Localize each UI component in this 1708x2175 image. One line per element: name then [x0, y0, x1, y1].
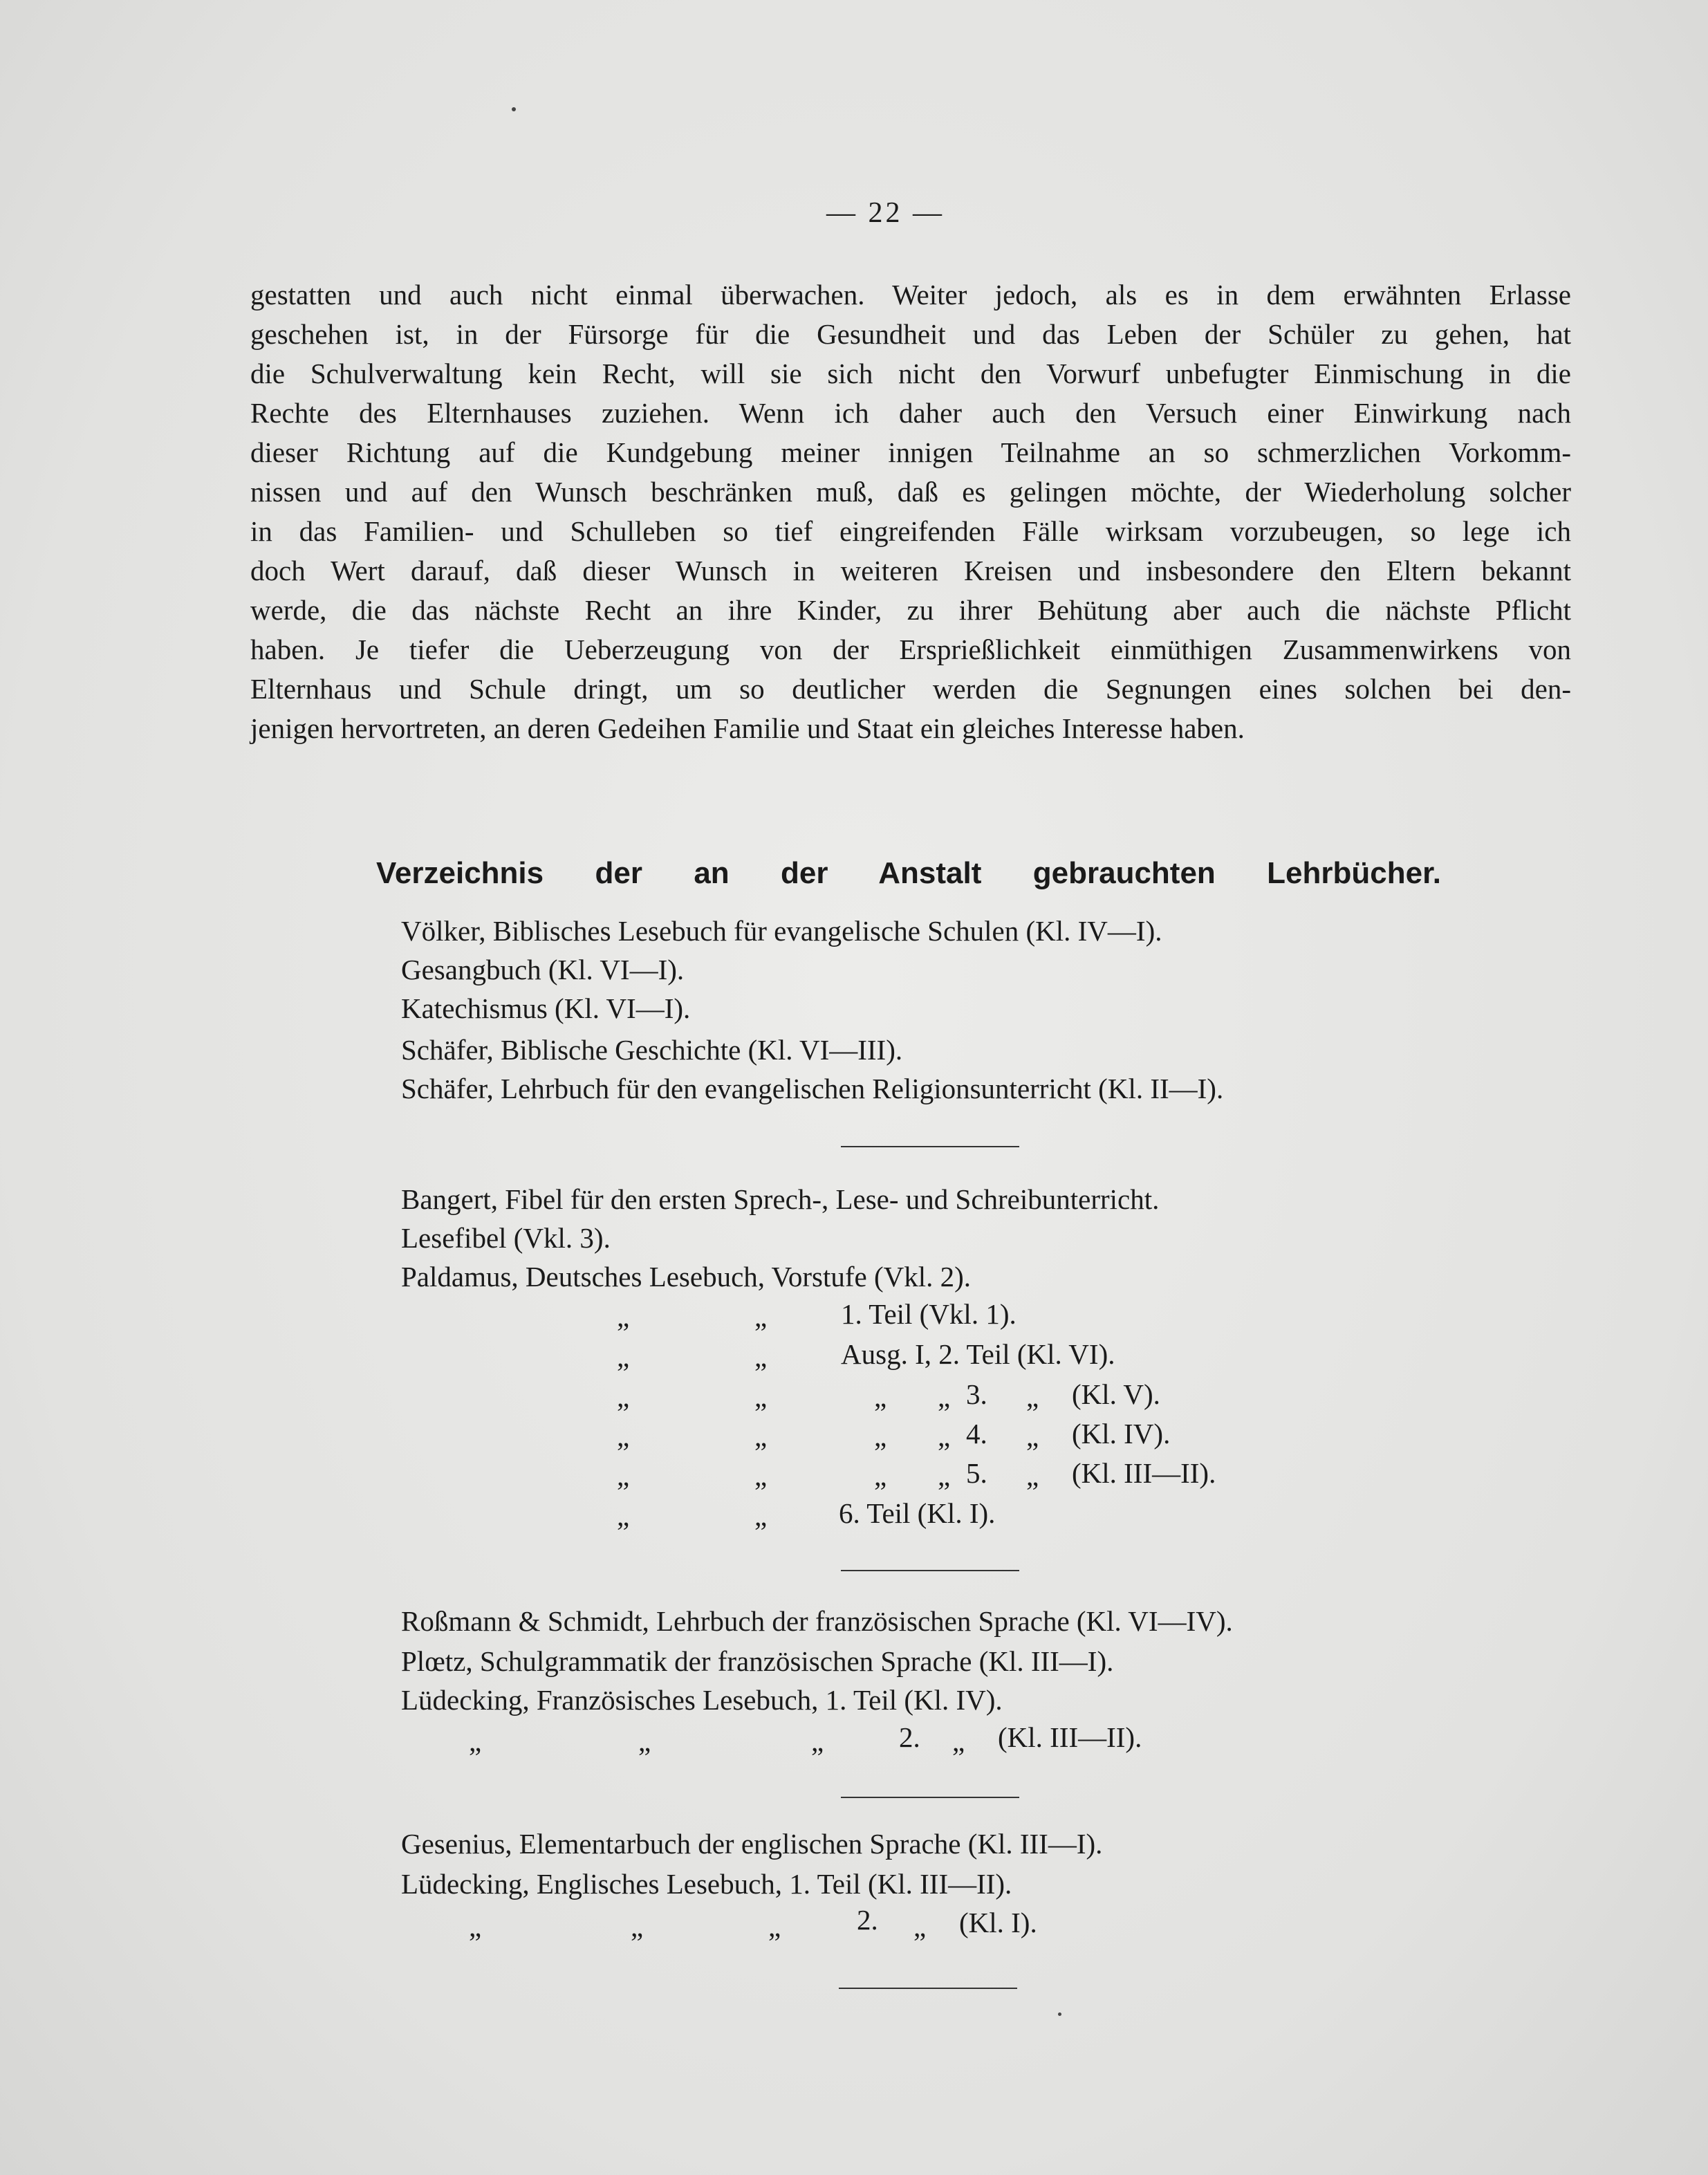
section-heading: Verzeichnis der an der Anstalt gebrauchten Lehrbücher.	[376, 856, 1441, 890]
paragraph-line: nissen und auf den Wunsch beschränken muß, daß es gelingen möchte, der Wiederholung solcher	[250, 476, 1571, 508]
ditto-mark: „	[874, 1420, 887, 1452]
book-entry: Schäfer, Lehrbuch für den evangelischen Religionsunterricht (Kl. II—I).	[401, 1073, 1224, 1104]
ditto-mark: „	[469, 1911, 482, 1943]
ditto-mark: „	[754, 1420, 768, 1452]
book-entry: Paldamus, Deutsches Lesebuch, Vorstufe (Vkl. 2).	[401, 1261, 972, 1293]
body-paragraph	[250, 275, 1571, 748]
part-number: 5.	[966, 1457, 987, 1489]
book-entry: Plœtz, Schulgrammatik der französischen Sprache (Kl. III—I).	[401, 1645, 1114, 1677]
paragraph-line: in das Familien- und Schulleben so tief eingreifenden Fälle wirksam vorzubeugen, so lege ich	[250, 515, 1571, 547]
paragraph-line: werde, die das nächste Recht an ihre Kinder, zu ihrer Behütung aber auch die nächste Pflicht	[250, 594, 1571, 626]
book-entry: Völker, Biblisches Lesebuch für evangelische Schulen (Kl. IV—I).	[401, 915, 1162, 947]
ditto-mark: „	[811, 1725, 824, 1757]
book-entry: Bangert, Fibel für den ersten Sprech-, Lese- und Schreibunterricht.	[401, 1183, 1160, 1215]
book-entry: Gesangbuch (Kl. VI—I).	[401, 954, 685, 985]
ditto-mark: „	[754, 1301, 768, 1333]
ditto-mark: „	[1026, 1420, 1039, 1452]
ditto-mark: „	[469, 1725, 482, 1757]
ditto-mark: „	[617, 1500, 630, 1532]
ditto-mark: „	[938, 1381, 951, 1413]
ditto-mark: „	[631, 1911, 644, 1943]
ditto-mark: „	[874, 1381, 887, 1413]
paragraph-line: die Schulverwaltung kein Recht, will sie sich nicht den Vorwurf unbefugter Einmischung in die	[250, 358, 1571, 389]
book-entry: Lüdecking, Englisches Lesebuch, 1. Teil (Kl. III—II).	[401, 1868, 1012, 1900]
ditto-mark: „	[938, 1420, 951, 1452]
class-range: (Kl. IV).	[1072, 1418, 1171, 1450]
ditto-mark: „	[1026, 1460, 1039, 1492]
section-divider	[839, 1988, 1017, 1989]
book-entry: Lüdecking, Französisches Lesebuch, 1. Teil (Kl. IV).	[401, 1684, 1003, 1716]
class-range: (Kl. III—II).	[998, 1721, 1142, 1753]
paragraph-line: doch Wert darauf, daß dieser Wunsch in weiteren Kreisen und insbesondere den Eltern bekannt	[250, 555, 1571, 586]
print-speck	[1058, 2012, 1061, 2016]
ditto-mark: „	[754, 1460, 768, 1492]
class-range: (Kl. V).	[1072, 1378, 1160, 1410]
paragraph-line: geschehen ist, in der Fürsorge für die Gesundheit und das Leben der Schüler zu gehen, hat	[250, 318, 1571, 350]
ditto-mark: „	[874, 1460, 887, 1492]
ditto-mark: „	[617, 1420, 630, 1452]
page-number: — 22 —	[826, 197, 945, 229]
paragraph-line: Elternhaus und Schule dringt, um so deutlicher werden die Segnungen eines solchen bei den-	[250, 673, 1571, 705]
book-entry: Schäfer, Biblische Geschichte (Kl. VI—III).	[401, 1034, 903, 1066]
section-divider	[841, 1797, 1019, 1798]
print-speck	[512, 107, 516, 111]
ditto-mark: „	[754, 1381, 768, 1413]
part-number: 2.	[857, 1904, 878, 1936]
book-entry: Lesefibel (Vkl. 3).	[401, 1222, 611, 1254]
ditto-mark: „	[754, 1341, 768, 1373]
ditto-mark: „	[617, 1341, 630, 1373]
part-number: 2.	[899, 1721, 920, 1753]
ditto-mark: „	[913, 1911, 927, 1943]
section-divider	[841, 1570, 1019, 1571]
section-divider	[841, 1146, 1019, 1147]
book-entry: 1. Teil (Vkl. 1).	[841, 1298, 1017, 1330]
paragraph-line: Rechte des Elternhauses zuziehen. Wenn ich daher auch den Versuch einer Einwirkung nach	[250, 397, 1571, 429]
book-entry: Katechismus (Kl. VI—I).	[401, 992, 691, 1024]
paragraph-line: jenigen hervortreten, an deren Gedeihen Familie und Staat ein gleiches Interesse haben.	[250, 712, 1245, 744]
ditto-mark: „	[617, 1381, 630, 1413]
class-range: (Kl. III—II).	[1072, 1457, 1216, 1489]
ditto-mark: „	[617, 1301, 630, 1333]
ditto-mark: „	[638, 1725, 651, 1757]
book-entry: Roßmann & Schmidt, Lehrbuch der französischen Sprache (Kl. VI—IV).	[401, 1605, 1233, 1637]
book-entry: Gesenius, Elementarbuch der englischen Sprache (Kl. III—I).	[401, 1828, 1103, 1860]
ditto-mark: „	[768, 1911, 781, 1943]
ditto-mark: „	[617, 1460, 630, 1492]
ditto-mark: „	[938, 1460, 951, 1492]
paragraph-line: haben. Je tiefer die Ueberzeugung von der Ersprießlichkeit einmüthigen Zusammenwirkens von	[250, 633, 1571, 665]
class-range: (Kl. I).	[959, 1907, 1037, 1938]
paragraph-line: dieser Richtung auf die Kundgebung meiner innigen Teilnahme an so schmerzlichen Vorkomm-	[250, 436, 1571, 468]
book-entry: 6. Teil (Kl. I).	[839, 1497, 996, 1529]
paragraph-line: gestatten und auch nicht einmal überwachen. Weiter jedoch, als es in dem erwähnten Erlasse	[250, 279, 1571, 311]
book-entry: Ausg. I, 2. Teil (Kl. VI).	[841, 1338, 1115, 1370]
ditto-mark: „	[1026, 1381, 1039, 1413]
ditto-mark: „	[754, 1500, 768, 1532]
part-number: 3.	[966, 1378, 987, 1410]
ditto-mark: „	[952, 1725, 965, 1757]
part-number: 4.	[966, 1418, 987, 1450]
